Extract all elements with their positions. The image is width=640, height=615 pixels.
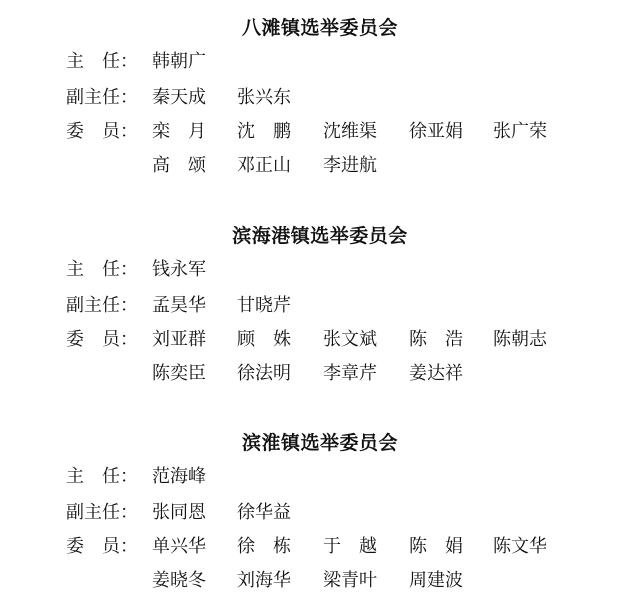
member-name: 陈文华: [493, 536, 547, 557]
director-row: [0, 463, 640, 491]
member-name: 陈 娟: [409, 536, 463, 557]
deputy-name: 张兴东: [237, 87, 291, 108]
member-name: 陈 浩: [409, 329, 463, 350]
member-name: 高 颂: [152, 155, 206, 176]
deputy-label: 副主任：: [66, 87, 138, 108]
member-name: 张文斌: [323, 329, 377, 350]
member-name: 顾 姝: [237, 329, 291, 350]
member-name: 邓正山: [237, 155, 291, 176]
member-name: 陈奕臣: [152, 363, 206, 384]
director-name: 钱永军: [152, 259, 206, 280]
deputy-name: 甘晓芹: [237, 295, 291, 316]
member-name: 单兴华: [152, 536, 206, 557]
member-name: 梁青叶: [323, 570, 377, 591]
director-label: 主 任：: [66, 51, 138, 72]
member-name: 刘亚群: [152, 329, 206, 350]
members-row-continued: [0, 360, 640, 388]
director-row: [0, 256, 640, 284]
member-name: 周建波: [409, 570, 463, 591]
section-title: 八滩镇选举委员会: [241, 17, 398, 39]
member-name: 徐 栋: [237, 536, 291, 557]
member-name: 栾 月: [152, 121, 206, 142]
members-row-continued: [0, 152, 640, 180]
director-label: 主 任：: [66, 466, 138, 487]
member-name: 沈维渠: [323, 121, 377, 142]
member-name: 李章芹: [323, 363, 377, 384]
members-label: 委 员：: [66, 121, 138, 142]
member-name: 徐法明: [237, 363, 291, 384]
deputy-row: [0, 499, 640, 527]
member-name: 张广荣: [493, 121, 547, 142]
member-name: 姜晓冬: [152, 570, 206, 591]
section-title: 滨海港镇选举委员会: [232, 225, 408, 247]
deputy-row: [0, 292, 640, 320]
director-label: 主 任：: [66, 259, 138, 280]
director-name: 韩朝广: [152, 51, 206, 72]
member-name: 沈 鹏: [237, 121, 291, 142]
member-name: 刘海华: [237, 570, 291, 591]
member-name: 徐亚娟: [409, 121, 463, 142]
deputy-name: 秦天成: [152, 87, 206, 108]
director-row: [0, 48, 640, 76]
member-name: 姜达祥: [409, 363, 463, 384]
members-label: 委 员：: [66, 536, 138, 557]
members-row: [0, 118, 640, 146]
deputy-name: 张同恩: [152, 502, 206, 523]
deputy-name: 孟昊华: [152, 295, 206, 316]
deputy-label: 副主任：: [66, 295, 138, 316]
deputy-name: 徐华益: [237, 502, 291, 523]
member-name: 于 越: [323, 536, 377, 557]
members-label: 委 员：: [66, 329, 138, 350]
deputy-row: [0, 84, 640, 112]
members-row: [0, 533, 640, 561]
members-row: [0, 326, 640, 354]
member-name: 李进航: [323, 155, 377, 176]
director-name: 范海峰: [152, 466, 206, 487]
section-title: 滨淮镇选举委员会: [241, 432, 398, 454]
member-name: 陈朝志: [493, 329, 547, 350]
deputy-label: 副主任：: [66, 502, 138, 523]
members-row-continued: [0, 567, 640, 595]
